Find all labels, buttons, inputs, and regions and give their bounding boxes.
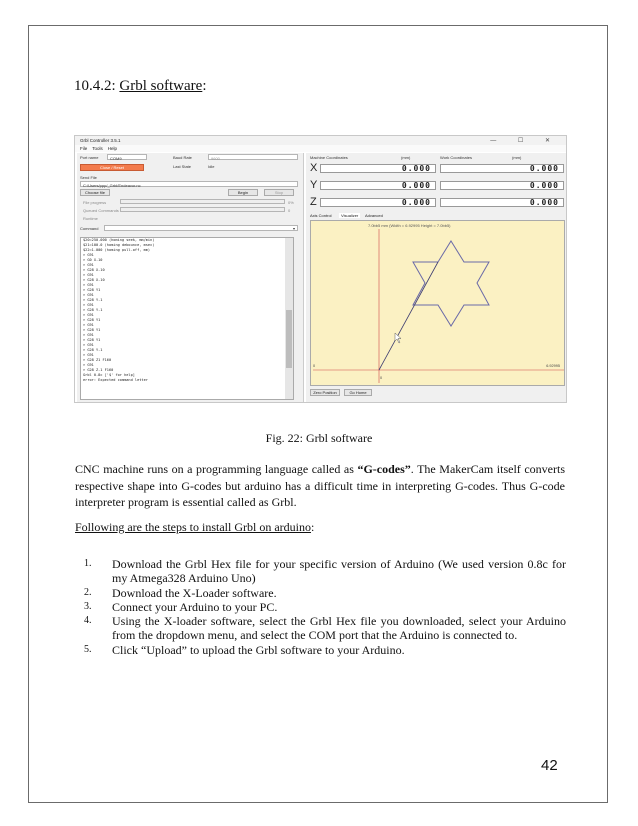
machine-coordinates-label: Machine Coordinates xyxy=(310,155,348,160)
console-line: > G91 xyxy=(83,363,94,367)
console-line: > G28 Z1 F160 xyxy=(83,358,112,362)
queued-commands-label: Queued Commands xyxy=(83,208,119,213)
menu-tools[interactable]: Tools xyxy=(92,146,103,151)
list-item: 3. Connect your Arduino to your PC. xyxy=(84,599,278,614)
console-line: > G91 xyxy=(83,303,94,307)
console-line: > G28 X-10 xyxy=(83,268,105,272)
stop-button[interactable]: Stop xyxy=(264,189,294,196)
list-item: 2. Download the X-Loader software. xyxy=(84,585,277,600)
machine-unit: (mm) xyxy=(401,155,411,160)
machine-y-value: 0.000 xyxy=(320,181,436,190)
baud-select[interactable]: 9600 xyxy=(208,154,298,160)
section-heading: 10.4.2: Grbl software: xyxy=(74,78,207,94)
list-item: 1. Download the Grbl Hex file for your specific version of Arduino (We used version 0.8c for my Atmega328 Arduino Uno) xyxy=(84,557,566,586)
axis-x-label: X xyxy=(310,162,318,174)
visualizer-dimensions: 7.0bb5 mm (Width = 6.92995 Height = 7.0bb5) xyxy=(368,223,451,228)
connection-panel xyxy=(77,153,304,402)
file-path-input[interactable]: C:/Users/ppp/_Grbl/Endeavor.nc xyxy=(80,181,298,187)
origin-label: 0 xyxy=(380,376,383,380)
figure-caption: Fig. 22: Grbl software xyxy=(265,431,373,445)
zero-position-button[interactable]: Zero Position xyxy=(310,389,340,396)
list-item: 4. Using the X-loader software, select the Grbl Hex file you downloaded, select your Arduino from the dropdown menu, and select the COM port that the Arduino is connected to. xyxy=(84,614,566,643)
coordinates-panel xyxy=(306,153,566,402)
console-line: > G28 Y1 xyxy=(83,338,101,342)
page-number: 42 xyxy=(541,757,558,774)
tab-advanced[interactable]: Advanced xyxy=(365,213,383,218)
window-title: Grbl Controller 3.5.1 xyxy=(80,138,121,143)
scrollbar-thumb[interactable] xyxy=(286,310,292,368)
console-line: error: Expected command letter xyxy=(83,378,148,382)
file-progress-bar xyxy=(120,199,285,204)
tab-visualizer[interactable]: Visualizer xyxy=(341,213,359,218)
console-line: > G28 Y1 xyxy=(83,328,101,332)
begin-button[interactable]: Begin xyxy=(228,189,258,196)
console-line: > G91 xyxy=(83,343,94,347)
machine-z-value: 0.000 xyxy=(320,198,436,207)
close-reset-button[interactable]: Close / Reset xyxy=(80,164,144,171)
baud-label: Baud Rate xyxy=(173,155,192,160)
g-codes-emphasis: “G-codes” xyxy=(357,462,411,476)
console-line: > G91 xyxy=(83,353,94,357)
console-line: $20=250.000 (homing seek, mm/min) xyxy=(83,238,155,242)
menu-bar xyxy=(75,145,566,152)
install-steps-list xyxy=(84,557,566,657)
toolpath-drawing xyxy=(311,221,564,385)
work-y-value: 0.000 xyxy=(440,181,564,190)
send-file-label: Send File xyxy=(80,175,97,180)
console-line: > G91 xyxy=(83,253,94,257)
console-line: Grbl 0.8c ['$' for help] xyxy=(83,373,135,377)
axis-y-label: Y xyxy=(310,179,318,191)
console-line: > G28 Z-1 F160 xyxy=(83,368,114,372)
work-coordinates-label: Work Coordinates xyxy=(440,155,472,160)
console-line: > G28 Y1 xyxy=(83,288,101,292)
last-state-value: Idle xyxy=(208,164,215,169)
console-line: > G91 xyxy=(83,333,94,337)
travel-path xyxy=(379,262,438,370)
window-controls[interactable]: — ☐ ✕ xyxy=(490,138,560,144)
console-line: > G28 Y-1 xyxy=(83,308,103,312)
file-progress-label: File progress xyxy=(83,200,107,205)
command-input[interactable]: ▾ xyxy=(104,225,298,231)
console-line: > G91 xyxy=(83,283,94,287)
console-line: $22=1.000 (homing pull-off, mm) xyxy=(83,248,151,252)
tab-axis-control[interactable]: Axis Control xyxy=(310,213,332,218)
port-select[interactable]: COM9 xyxy=(107,154,147,160)
console-line: > G91 xyxy=(83,323,94,327)
console-line: > G0 X-10 xyxy=(83,258,103,262)
star-toolpath xyxy=(413,241,489,326)
choose-file-button[interactable]: Choose file xyxy=(80,189,110,196)
section-title: Grbl software xyxy=(119,78,203,94)
console-scrollbar[interactable] xyxy=(285,238,293,399)
runtime-label: Runtime xyxy=(83,216,98,221)
port-label: Port name xyxy=(80,155,99,160)
menu-file[interactable]: File xyxy=(80,146,88,151)
menu-help[interactable]: Help xyxy=(107,146,118,151)
work-x-value: 0.000 xyxy=(440,164,564,173)
work-z-value: 0.000 xyxy=(440,198,564,207)
axis-z-label: Z xyxy=(310,196,317,208)
console-line: > G28 Y1 xyxy=(83,318,101,322)
console-line: > G28 Y-1 xyxy=(83,298,103,302)
machine-x-value: 0.000 xyxy=(320,164,436,173)
queued-commands-bar xyxy=(120,207,285,212)
list-item: 5. Click “Upload” to upload the Grbl software to your Arduino. xyxy=(84,642,405,657)
console-output xyxy=(80,237,294,400)
console-line: > G91 xyxy=(83,263,94,267)
console-line: > G91 xyxy=(83,293,94,297)
last-state-label: Last State xyxy=(173,164,192,169)
visualizer-canvas[interactable] xyxy=(310,220,565,386)
work-unit: (mm) xyxy=(512,155,522,160)
console-line: > G91 xyxy=(83,313,94,317)
console-line: > G91 xyxy=(83,273,94,277)
body-paragraph: CNC machine runs on a programming language called as “G-codes”. The MakerCam itself converts respective shape into G-codes but arduino has a difficult time in interpreting G-codes. Thus G-code interpreter program is essential called as Grbl. xyxy=(75,462,565,509)
steps-intro: Following are the steps to install Grbl on arduino: xyxy=(75,520,315,534)
console-line: $21=100.0 (homing debounce, msec) xyxy=(83,243,155,247)
command-label: Command xyxy=(80,226,99,231)
console-line: > G28 Y-1 xyxy=(83,348,103,352)
go-home-button[interactable]: Go Home xyxy=(344,389,372,396)
console-line: > G28 X-10 xyxy=(83,278,105,282)
file-progress-value: 0% xyxy=(288,200,294,205)
grbl-screenshot-figure xyxy=(74,135,567,403)
x-max-label: 6.92995 xyxy=(546,364,560,368)
queued-commands-value: 0 xyxy=(288,208,291,213)
x-min-label: 0 xyxy=(313,364,316,368)
